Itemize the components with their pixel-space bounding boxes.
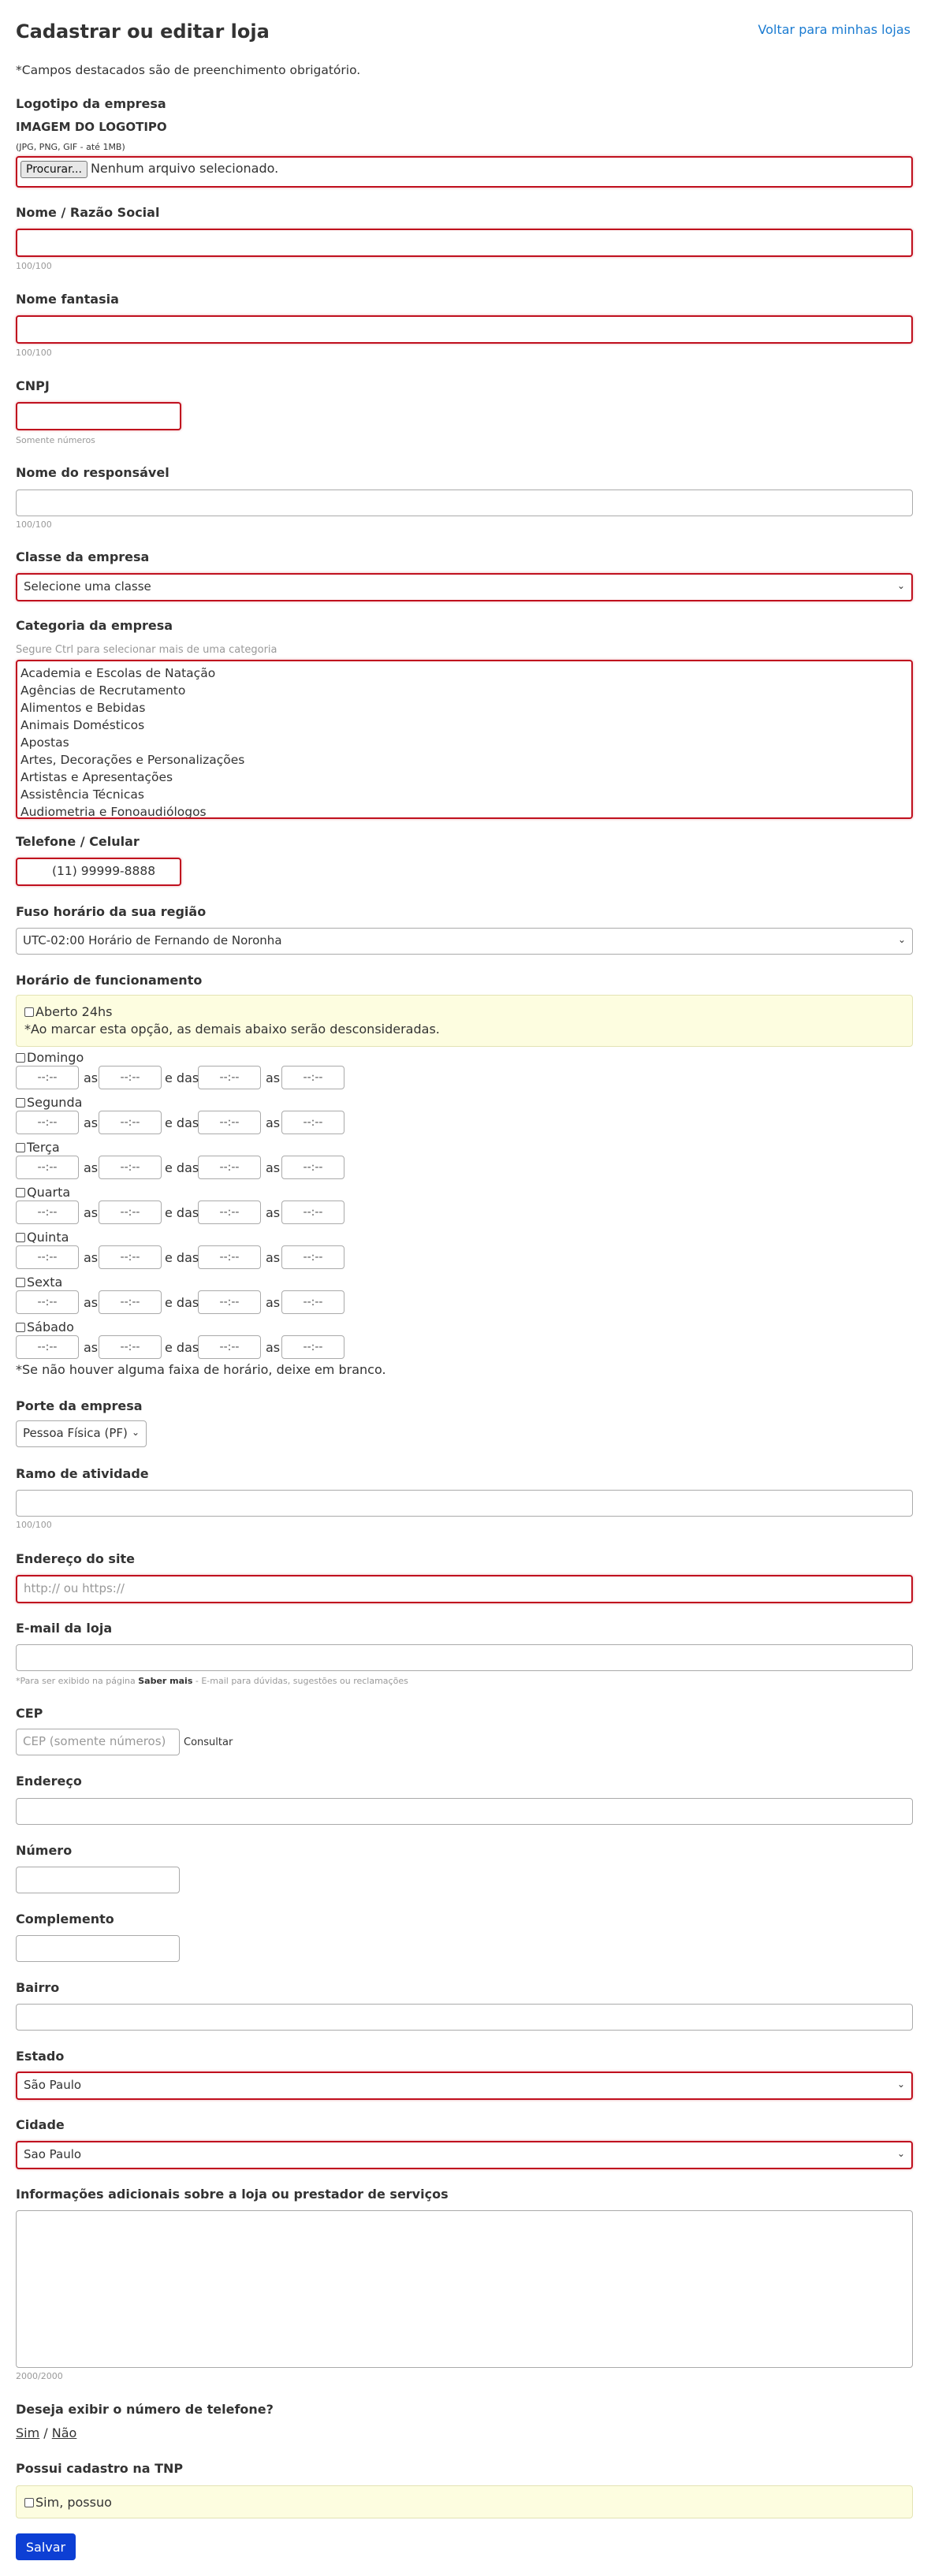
cep-placeholder: CEP (somente números) [23, 1734, 166, 1748]
fantasia-label: Nome fantasia [16, 292, 119, 307]
fuso-select[interactable] [16, 928, 913, 955]
email-input[interactable] [16, 1644, 913, 1671]
tnp-option-label: Sim, possuo [35, 2495, 112, 2510]
open-time-2-input[interactable]: --:-- [198, 1156, 261, 1179]
horario-label: Horário de funcionamento [16, 973, 203, 988]
exibir-telefone-options [16, 2425, 76, 2440]
weekday-checkbox[interactable] [16, 1143, 25, 1152]
tnp-box [16, 2485, 913, 2518]
close-time-1-input[interactable]: --:-- [99, 1335, 162, 1359]
cidade-label: Cidade [16, 2117, 65, 2132]
fantasia-counter: 100/100 [16, 348, 52, 358]
as-label: as [84, 1295, 99, 1310]
open-time-2-input[interactable]: --:-- [198, 1201, 261, 1224]
close-time-1-input[interactable]: --:-- [99, 1245, 162, 1269]
tnp-label: Possui cadastro na TNP [16, 2461, 184, 2476]
aberto-24hs-checkbox[interactable] [24, 1007, 34, 1017]
bairro-input[interactable] [16, 2004, 913, 2031]
cep-consultar-link[interactable]: Consultar [184, 1737, 233, 1748]
as-label: as [84, 1250, 99, 1265]
as-label: as [84, 1160, 99, 1175]
numero-label: Número [16, 1843, 73, 1858]
weekday-label [16, 1095, 82, 1110]
chevron-down-icon: ⌄ [896, 2148, 905, 2159]
close-time-1-input[interactable]: --:-- [99, 1066, 162, 1089]
email-label: E-mail da loja [16, 1621, 113, 1636]
estado-label: Estado [16, 2049, 65, 2064]
close-time-2-input[interactable]: --:-- [281, 1201, 344, 1224]
fuso-value: UTC-02:00 Horário de Fernando de Noronha [23, 933, 282, 947]
weekday-name: Sexta [27, 1275, 63, 1290]
info-textarea[interactable] [16, 2210, 913, 2368]
weekday-checkbox[interactable] [16, 1053, 25, 1063]
close-time-2-input[interactable]: --:-- [281, 1066, 344, 1089]
list-item[interactable]: Audiometria e Fonoaudiólogos [20, 805, 207, 819]
weekday-name: Domingo [27, 1050, 84, 1065]
weekday-name: Segunda [27, 1095, 83, 1110]
ramo-label: Ramo de atividade [16, 1466, 149, 1481]
list-item[interactable]: Artes, Decorações e Personalizações [20, 753, 245, 767]
open-time-1-input[interactable]: --:-- [16, 1201, 79, 1224]
porte-label: Porte da empresa [16, 1398, 143, 1413]
logo-sublabel: IMAGEM DO LOGOTIPO [16, 120, 167, 134]
back-to-stores-link[interactable]: Voltar para minhas lojas [758, 22, 911, 37]
razao-social-counter: 100/100 [16, 261, 52, 271]
weekday-name: Quarta [27, 1185, 71, 1200]
close-time-2-input[interactable]: --:-- [281, 1245, 344, 1269]
email-note-prefix: *Para ser exibido na página [16, 1676, 139, 1686]
ramo-input[interactable] [16, 1490, 913, 1517]
exibir-separator: / [39, 2425, 52, 2440]
list-item[interactable]: Alimentos e Bebidas [20, 701, 146, 715]
weekday-label [16, 1140, 60, 1155]
e-das-label: e das [165, 1340, 199, 1355]
as-label: as [266, 1205, 281, 1220]
close-time-1-input[interactable]: --:-- [99, 1111, 162, 1134]
weekday-checkbox[interactable] [16, 1233, 25, 1242]
bairro-label: Bairro [16, 1980, 60, 1995]
open-time-1-input[interactable]: --:-- [16, 1156, 79, 1179]
as-label: as [84, 1205, 99, 1220]
categoria-listbox[interactable] [16, 660, 913, 819]
open-time-2-input[interactable]: --:-- [198, 1335, 261, 1359]
email-note [16, 1676, 408, 1686]
open-time-2-input[interactable]: --:-- [198, 1290, 261, 1314]
tnp-checkbox[interactable] [24, 2498, 34, 2507]
porte-select[interactable] [16, 1420, 147, 1447]
info-counter: 2000/2000 [16, 2371, 63, 2381]
as-label: as [84, 1115, 99, 1130]
telefone-label: Telefone / Celular [16, 834, 140, 849]
chevron-down-icon: ⌄ [896, 2079, 905, 2090]
cnpj-hint: Somente números [16, 435, 95, 445]
list-item[interactable]: Assistência Técnicas [20, 787, 144, 802]
site-input[interactable] [16, 1575, 913, 1603]
logo-file-input[interactable] [16, 156, 913, 188]
open-time-1-input[interactable]: --:-- [16, 1111, 79, 1134]
cep-input[interactable] [16, 1729, 180, 1755]
as-label: as [266, 1160, 281, 1175]
responsavel-input[interactable] [16, 490, 913, 516]
weekday-name: Sábado [27, 1320, 74, 1335]
open-time-2-input[interactable]: --:-- [198, 1066, 261, 1089]
open-time-2-input[interactable]: --:-- [198, 1245, 261, 1269]
list-item[interactable]: Academia e Escolas de Natação [20, 666, 216, 680]
list-item[interactable]: Apostas [20, 735, 69, 750]
email-note-suffix: - E-mail para dúvidas, sugestões ou reclamações [192, 1676, 408, 1686]
e-das-label: e das [165, 1205, 199, 1220]
as-label: as [266, 1070, 281, 1085]
close-time-2-input[interactable]: --:-- [281, 1111, 344, 1134]
exibir-telefone-label: Deseja exibir o número de telefone? [16, 2402, 274, 2417]
aberto-24hs-note: *Ao marcar esta opção, as demais abaixo serão desconsideradas. [24, 1022, 440, 1037]
endereco-label: Endereço [16, 1774, 82, 1789]
weekday-label [16, 1275, 62, 1290]
email-note-bold: Saber mais [138, 1676, 193, 1686]
list-item[interactable]: Animais Domésticos [20, 718, 145, 732]
weekday-label [16, 1230, 69, 1245]
e-das-label: e das [165, 1160, 199, 1175]
razao-social-input[interactable] [16, 229, 913, 257]
classe-select[interactable] [16, 573, 913, 601]
required-note: *Campos destacados são de preenchimento obrigatório. [16, 63, 361, 77]
save-button[interactable]: Salvar [16, 2533, 76, 2560]
aberto-24hs-box [16, 995, 913, 1047]
as-label: as [266, 1115, 281, 1130]
page-title: Cadastrar ou editar loja [16, 20, 270, 43]
cidade-select[interactable] [16, 2141, 913, 2169]
chevron-down-icon: ⌄ [131, 1427, 140, 1438]
weekday-label [16, 1050, 84, 1065]
e-das-label: e das [165, 1070, 199, 1085]
complemento-input[interactable] [16, 1935, 180, 1962]
exibir-nao-link[interactable]: Não [51, 2425, 77, 2440]
e-das-label: e das [165, 1115, 199, 1130]
list-item[interactable]: Artistas e Apresentações [20, 770, 173, 784]
weekday-checkbox[interactable] [16, 1188, 25, 1197]
weekday-checkbox[interactable] [16, 1323, 25, 1332]
info-label: Informações adicionais sobre a loja ou prestador de serviços [16, 2187, 449, 2202]
open-time-1-input[interactable]: --:-- [16, 1066, 79, 1089]
as-label: as [84, 1070, 99, 1085]
logo-label: Logotipo da empresa [16, 96, 166, 111]
open-time-2-input[interactable]: --:-- [198, 1111, 261, 1134]
ramo-counter: 100/100 [16, 1520, 52, 1530]
file-status: Nenhum arquivo selecionado. [90, 161, 279, 176]
categoria-label: Categoria da empresa [16, 618, 173, 633]
weekday-label [16, 1185, 70, 1200]
classe-value: Selecione uma classe [24, 579, 151, 594]
e-das-label: e das [165, 1250, 199, 1265]
estado-select[interactable] [16, 2072, 913, 2100]
as-label: as [84, 1340, 99, 1355]
close-time-1-input[interactable]: --:-- [99, 1156, 162, 1179]
as-label: as [266, 1295, 281, 1310]
aberto-24hs-label: Aberto 24hs [35, 1004, 113, 1019]
responsavel-label: Nome do responsável [16, 465, 169, 480]
telefone-input[interactable]: (11) 99999-8888 [16, 858, 181, 886]
browse-button[interactable]: Procurar... [20, 161, 88, 178]
cnpj-label: CNPJ [16, 378, 50, 393]
close-time-2-input[interactable]: --:-- [281, 1156, 344, 1179]
fantasia-input[interactable] [16, 315, 913, 344]
open-time-1-input[interactable]: --:-- [16, 1290, 79, 1314]
site-label: Endereço do site [16, 1551, 135, 1566]
exibir-sim-link[interactable]: Sim [16, 2425, 40, 2440]
as-label: as [266, 1340, 281, 1355]
e-das-label: e das [165, 1295, 199, 1310]
close-time-1-input[interactable]: --:-- [99, 1290, 162, 1314]
weekday-label [16, 1320, 74, 1335]
classe-label: Classe da empresa [16, 549, 150, 564]
fuso-label: Fuso horário da sua região [16, 904, 207, 919]
open-time-1-input[interactable]: --:-- [16, 1335, 79, 1359]
cep-label: CEP [16, 1706, 43, 1721]
estado-value: São Paulo [24, 2078, 82, 2092]
cnpj-input[interactable] [16, 402, 181, 430]
razao-social-label: Nome / Razão Social [16, 205, 160, 220]
categoria-hint: Segure Ctrl para selecionar mais de uma categoria [16, 644, 277, 656]
close-time-2-input[interactable]: --:-- [281, 1290, 344, 1314]
cidade-value: Sao Paulo [24, 2147, 82, 2161]
as-label: as [266, 1250, 281, 1265]
close-time-2-input[interactable]: --:-- [281, 1335, 344, 1359]
weekday-name: Quinta [27, 1230, 69, 1245]
numero-input[interactable] [16, 1867, 180, 1893]
logo-hint: (JPG, PNG, GIF - até 1MB) [16, 142, 125, 152]
endereco-input[interactable] [16, 1798, 913, 1825]
weekday-checkbox[interactable] [16, 1098, 25, 1107]
site-placeholder: http:// ou https:// [24, 1581, 125, 1595]
close-time-1-input[interactable]: --:-- [99, 1201, 162, 1224]
horario-footnote: *Se não houver alguma faixa de horário, deixe em branco. [16, 1362, 386, 1377]
weekday-checkbox[interactable] [16, 1278, 25, 1287]
weekday-name: Terça [27, 1140, 60, 1155]
porte-value: Pessoa Física (PF) [23, 1426, 128, 1440]
chevron-down-icon: ⌄ [897, 934, 906, 945]
list-item[interactable]: Agências de Recrutamento [20, 683, 186, 698]
chevron-down-icon: ⌄ [896, 580, 905, 591]
complemento-label: Complemento [16, 1912, 114, 1926]
open-time-1-input[interactable]: --:-- [16, 1245, 79, 1269]
responsavel-counter: 100/100 [16, 519, 52, 530]
